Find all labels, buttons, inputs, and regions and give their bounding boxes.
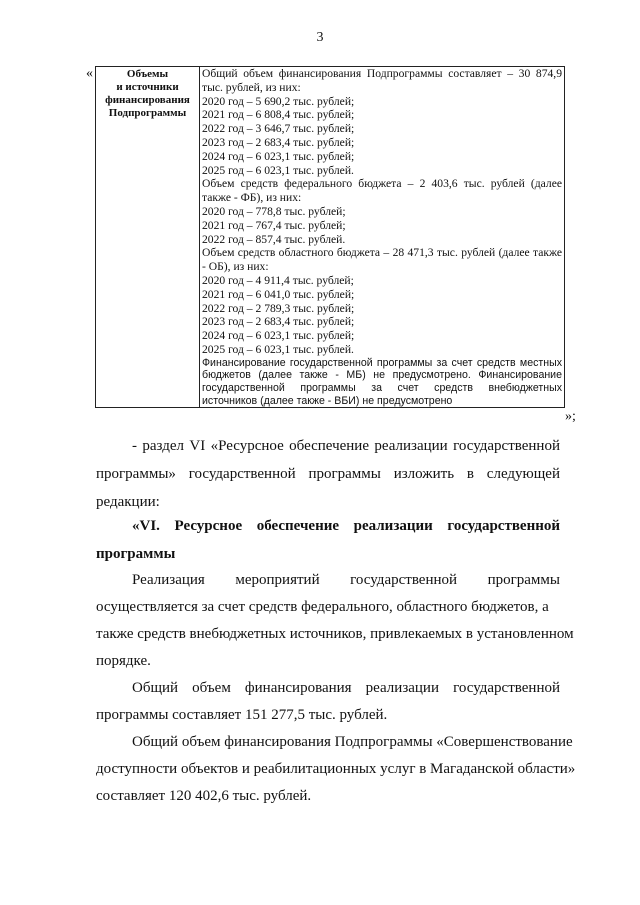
content-line: 2025 год – 6 023,1 тыс. рублей.: [202, 163, 354, 177]
content-line: Общий объем финансирования Подпрограммы составляет – 30 874,9: [202, 67, 562, 80]
table-label-cell: [96, 67, 200, 408]
paragraph-2: [96, 679, 560, 725]
content-line: 2022 год – 3 646,7 тыс. рублей;: [202, 122, 355, 136]
content-line: 2021 год – 6 041,0 тыс. рублей;: [202, 287, 355, 301]
content-line: - ОБ), из них:: [202, 260, 269, 274]
heading-line: «VI. Ресурсное обеспечение реализации государственной: [132, 518, 560, 534]
body-line: Общий объем финансирования Подпрограммы «Совершенствование: [132, 734, 573, 750]
content-line: источников (далее также - ВБИ) не предусмотрено: [202, 394, 453, 407]
body-line: доступности объектов и реабилитационных услуг в Магаданской области»: [96, 761, 576, 777]
intro-paragraph: [96, 437, 560, 512]
content-line: 2024 год – 6 023,1 тыс. рублей;: [202, 149, 355, 163]
content-line: бюджетов (далее также - МБ) не предусмотрено. Финансирование: [202, 369, 562, 382]
body-line: - раздел VI «Ресурсное обеспечение реализации государственной: [132, 438, 560, 454]
body-line: также средств внебюджетных источников, привлекаемых в установленном: [96, 626, 574, 642]
content-line: 2020 год – 5 690,2 тыс. рублей;: [202, 94, 355, 108]
body-line: редакции:: [96, 494, 160, 510]
content-line: также - ФБ), из них:: [202, 191, 302, 205]
content-line: государственной программы за счет средств внебюджетных: [202, 381, 562, 394]
page-number: 3: [316, 30, 324, 45]
body-line: Общий объем финансирования реализации государственной: [132, 680, 560, 696]
paragraph-1: [96, 571, 574, 671]
heading-line: программы: [96, 546, 176, 562]
body-line: осуществляется за счет средств федерального, областного бюджетов, а: [96, 599, 549, 615]
closing-quote: »;: [565, 409, 576, 424]
content-line: 2022 год – 2 789,3 тыс. рублей;: [202, 301, 355, 315]
section-heading: [96, 517, 560, 564]
paragraph-3: [96, 733, 576, 806]
content-line: 2023 год – 2 683,4 тыс. рублей;: [202, 135, 355, 149]
body-line: составляет 120 402,6 тыс. рублей.: [96, 788, 312, 804]
content-line: Объем средств федерального бюджета – 2 403,6 тыс. рублей (далее: [202, 177, 562, 191]
content-line: 2024 год – 6 023,1 тыс. рублей;: [202, 329, 355, 343]
content-line: Финансирование государственной программы за счет средств местных: [202, 356, 562, 369]
label-line: Подпрограммы: [108, 107, 187, 119]
financing-table: [95, 66, 565, 408]
opening-quote: «: [86, 66, 93, 81]
label-line: Объемы: [126, 68, 169, 80]
content-line: 2020 год – 4 911,4 тыс. рублей;: [202, 273, 354, 287]
label-line: и источники: [116, 81, 179, 93]
table-content-cell: [200, 67, 565, 408]
label-line: финансирования: [105, 94, 190, 106]
content-line: 2020 год – 778,8 тыс. рублей;: [202, 204, 346, 218]
content-line: 2021 год – 6 808,4 тыс. рублей;: [202, 108, 355, 122]
body-line: порядке.: [96, 653, 151, 669]
body-line: программы составляет 151 277,5 тыс. рублей.: [96, 707, 388, 723]
content-line: 2021 год – 767,4 тыс. рублей;: [202, 218, 346, 232]
content-line: Объем средств областного бюджета – 28 471,3 тыс. рублей (далее также: [202, 246, 562, 260]
content-line: 2022 год – 857,4 тыс. рублей.: [202, 232, 346, 246]
table-row: [96, 67, 565, 408]
body-line: Реализация мероприятий государственной программы: [132, 572, 560, 588]
body-line: программы» государственной программы изложить в следующей: [96, 466, 560, 482]
content-line: тыс. рублей, из них:: [202, 80, 301, 94]
content-line: 2025 год – 6 023,1 тыс. рублей.: [202, 342, 354, 356]
content-line: 2023 год – 2 683,4 тыс. рублей;: [202, 315, 355, 329]
